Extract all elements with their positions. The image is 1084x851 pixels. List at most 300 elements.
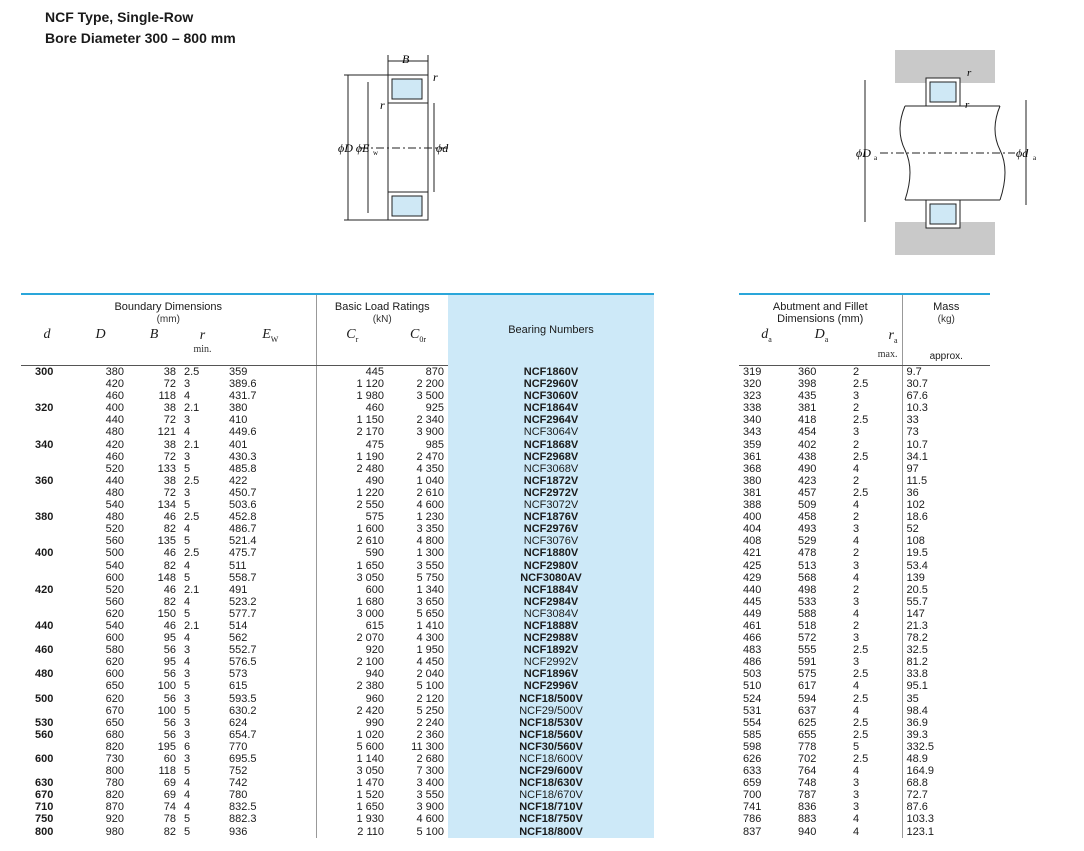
cell-Cr: 3 050 bbox=[316, 765, 388, 777]
cell-C0r: 2 240 bbox=[416, 716, 444, 729]
cell-Cr: 2 480 bbox=[316, 463, 388, 475]
mass-header: Mass (kg) bbox=[902, 294, 990, 329]
cell-Da: 360 bbox=[798, 366, 817, 378]
cell-bn: NCF18/800V bbox=[448, 826, 654, 838]
cell-r: 2.5 bbox=[184, 511, 200, 524]
cell-r: 5 bbox=[184, 462, 191, 475]
cell-da: 381 bbox=[743, 486, 762, 499]
cell-m: 11.5 bbox=[902, 475, 990, 487]
cell-r: 3 bbox=[184, 692, 191, 705]
cell-da: 361 bbox=[743, 450, 762, 463]
cell-d bbox=[21, 765, 73, 777]
cell-r: 4 bbox=[184, 656, 191, 669]
cell-B: 60 bbox=[163, 753, 176, 765]
cell-d: 360 bbox=[35, 474, 54, 487]
cell-Da: 454 bbox=[798, 426, 817, 439]
cell-da: 786 bbox=[743, 813, 762, 826]
cell-Cr: 615 bbox=[316, 620, 388, 632]
cell-B: 69 bbox=[163, 777, 176, 790]
cell-d: 530 bbox=[35, 716, 54, 729]
cell-da: 554 bbox=[743, 716, 762, 729]
cell-D: 460 bbox=[105, 390, 124, 403]
cell-B: 38 bbox=[163, 438, 176, 451]
cell-Cr: 1 220 bbox=[316, 487, 388, 499]
bearing-number-header: Bearing Numbers bbox=[448, 294, 654, 366]
cell-Ew: 491 bbox=[229, 583, 248, 596]
cell-Da: 836 bbox=[798, 801, 817, 814]
cell-da: 319 bbox=[743, 366, 762, 378]
table-row bbox=[21, 390, 654, 402]
cell-D: 480 bbox=[105, 426, 124, 439]
table-row bbox=[21, 378, 654, 390]
cell-r: 6 bbox=[184, 740, 191, 753]
cell-C0r: 1 300 bbox=[416, 547, 444, 560]
cell-bn: NCF1896V bbox=[448, 668, 654, 680]
r-label-top: r bbox=[433, 70, 438, 84]
cell-D: 580 bbox=[105, 644, 124, 657]
table-row bbox=[21, 789, 654, 801]
cell-Da: 572 bbox=[798, 632, 817, 645]
cell-Ew: 770 bbox=[229, 740, 248, 753]
cell-Da: 702 bbox=[798, 753, 817, 765]
cell-m: 68.8 bbox=[902, 777, 990, 789]
cell-D: 870 bbox=[105, 801, 124, 814]
cell-m: 98.4 bbox=[902, 705, 990, 717]
table-row bbox=[739, 414, 990, 426]
table-row bbox=[21, 753, 654, 765]
cell-Ew: 695.5 bbox=[229, 753, 257, 765]
page-title: NCF Type, Single-Row bbox=[45, 9, 194, 25]
cell-d bbox=[21, 390, 73, 402]
cell-d bbox=[21, 499, 73, 511]
cell-Ew: 615 bbox=[229, 680, 248, 693]
cell-d: 710 bbox=[35, 801, 54, 814]
cell-d: 560 bbox=[35, 728, 54, 741]
cell-Da: 637 bbox=[798, 704, 817, 717]
cell-da: 510 bbox=[743, 680, 762, 693]
cell-bn: NCF30/560V bbox=[448, 741, 654, 753]
table-row bbox=[739, 523, 990, 535]
cell-ra: 3 bbox=[853, 559, 860, 572]
cell-bn: NCF3084V bbox=[448, 608, 654, 620]
cell-d: 420 bbox=[35, 583, 54, 596]
cell-Ew: 452.8 bbox=[229, 511, 257, 524]
cell-da: 633 bbox=[743, 765, 762, 778]
cell-B: 56 bbox=[163, 644, 176, 657]
cell-m: 95.1 bbox=[902, 680, 990, 692]
cell-m: 39.3 bbox=[902, 729, 990, 741]
cell-ra: 3 bbox=[853, 777, 860, 790]
cell-r: 2.1 bbox=[184, 402, 200, 415]
table-row bbox=[739, 572, 990, 584]
cell-m: 36 bbox=[902, 487, 990, 499]
cell-C0r: 870 bbox=[425, 366, 444, 378]
Ew-sub: w bbox=[373, 149, 379, 157]
cell-B: 72 bbox=[163, 486, 176, 499]
cell-Da: 748 bbox=[798, 777, 817, 790]
cell-Cr: 990 bbox=[316, 717, 388, 729]
cell-Cr: 3 000 bbox=[316, 608, 388, 620]
cell-bn: NCF2980V bbox=[448, 560, 654, 572]
cell-d: 500 bbox=[35, 692, 54, 705]
cell-m: 32.5 bbox=[902, 644, 990, 656]
cell-Da: 478 bbox=[798, 547, 817, 560]
table-row bbox=[21, 632, 654, 644]
cell-r: 4 bbox=[184, 426, 191, 439]
cell-Da: 883 bbox=[798, 813, 817, 826]
cell-B: 56 bbox=[163, 728, 176, 741]
table-row bbox=[21, 414, 654, 426]
cell-ra: 2.5 bbox=[853, 378, 869, 391]
cell-Cr: 575 bbox=[316, 511, 388, 523]
table-row bbox=[739, 511, 990, 523]
cell-bn: NCF1872V bbox=[448, 475, 654, 487]
cell-Ew: 422 bbox=[229, 474, 248, 487]
cell-r: 2.5 bbox=[184, 474, 200, 487]
cell-ra: 2.5 bbox=[853, 716, 869, 729]
cell-Da: 617 bbox=[798, 680, 817, 693]
table-row bbox=[739, 475, 990, 487]
table-row bbox=[739, 390, 990, 402]
col-B: B bbox=[128, 329, 180, 366]
cell-C0r: 2 120 bbox=[416, 692, 444, 705]
cell-C0r: 2 200 bbox=[416, 378, 444, 391]
cell-bn: NCF18/530V bbox=[448, 717, 654, 729]
cell-ra: 2 bbox=[853, 474, 860, 487]
cell-r: 2.1 bbox=[184, 583, 200, 596]
col-da: $d_a$ bbox=[739, 329, 794, 366]
cell-bn: NCF2968V bbox=[448, 451, 654, 463]
table-row bbox=[739, 378, 990, 390]
table-row bbox=[21, 826, 654, 838]
cell-D: 520 bbox=[105, 583, 124, 596]
table-row bbox=[21, 777, 654, 789]
cell-bn: NCF1876V bbox=[448, 511, 654, 523]
bearing-section-figure bbox=[330, 45, 470, 230]
table-row bbox=[739, 451, 990, 463]
cell-Da: 498 bbox=[798, 583, 817, 596]
cell-Cr: 1 930 bbox=[316, 813, 388, 825]
cell-Cr: 2 170 bbox=[316, 426, 388, 438]
cell-D: 420 bbox=[105, 438, 124, 451]
cell-da: 368 bbox=[743, 462, 762, 475]
cell-Cr: 1 520 bbox=[316, 789, 388, 801]
cell-D: 380 bbox=[105, 366, 124, 378]
cell-ra: 4 bbox=[853, 499, 860, 512]
cell-Ew: 449.6 bbox=[229, 426, 257, 439]
cell-B: 46 bbox=[163, 583, 176, 596]
cell-Ew: 431.7 bbox=[229, 390, 257, 403]
cell-C0r: 5 100 bbox=[416, 825, 444, 838]
cell-ra: 3 bbox=[853, 656, 860, 669]
cell-bn: NCF18/670V bbox=[448, 789, 654, 801]
table-row bbox=[21, 511, 654, 523]
col-mass: approx. bbox=[902, 329, 990, 366]
cell-bn: NCF18/630V bbox=[448, 777, 654, 789]
cell-bn: NCF2972V bbox=[448, 487, 654, 499]
cell-Da: 435 bbox=[798, 390, 817, 403]
table-row bbox=[739, 366, 990, 379]
cell-C0r: 3 400 bbox=[416, 777, 444, 790]
table-row bbox=[21, 741, 654, 753]
bearing-table bbox=[21, 293, 654, 838]
cell-Cr: 460 bbox=[316, 402, 388, 414]
cell-m: 72.7 bbox=[902, 789, 990, 801]
cell-B: 118 bbox=[158, 390, 176, 403]
abutment-table bbox=[739, 293, 990, 838]
table-row bbox=[739, 499, 990, 511]
table-row bbox=[21, 560, 654, 572]
cell-m: 33.8 bbox=[902, 668, 990, 680]
cell-m: 102 bbox=[902, 499, 990, 511]
cell-da: 408 bbox=[743, 535, 762, 548]
cell-B: 121 bbox=[157, 426, 176, 439]
cell-Ew: 936 bbox=[229, 825, 248, 838]
table-row bbox=[21, 644, 654, 656]
cell-D: 730 bbox=[105, 753, 124, 765]
cell-r: 4 bbox=[184, 777, 191, 790]
cell-C0r: 4 600 bbox=[416, 813, 444, 826]
cell-r: 3 bbox=[184, 414, 191, 427]
table-row bbox=[739, 680, 990, 692]
table-row bbox=[21, 693, 654, 705]
cell-Ew: 882.3 bbox=[229, 813, 257, 826]
cell-Da: 457 bbox=[798, 486, 817, 499]
cell-B: 38 bbox=[163, 402, 176, 415]
cell-B: 78 bbox=[163, 813, 176, 826]
cell-B: 150 bbox=[157, 607, 176, 620]
cell-Cr: 2 420 bbox=[316, 705, 388, 717]
col-d: d bbox=[21, 329, 73, 366]
cell-m: 10.7 bbox=[902, 439, 990, 451]
cell-ra: 4 bbox=[853, 813, 860, 826]
cell-d bbox=[21, 523, 73, 535]
cell-B: 69 bbox=[163, 789, 176, 802]
cell-B: 72 bbox=[163, 414, 176, 427]
cell-r: 5 bbox=[184, 765, 191, 778]
cell-C0r: 925 bbox=[425, 402, 444, 415]
cell-ra: 2.5 bbox=[853, 692, 869, 705]
table-row bbox=[739, 560, 990, 572]
cell-da: 320 bbox=[743, 378, 762, 391]
cell-d bbox=[21, 463, 73, 475]
cell-r: 3 bbox=[184, 378, 191, 391]
cell-r: 4 bbox=[184, 523, 191, 536]
cell-C0r: 2 610 bbox=[416, 486, 444, 499]
cell-ra: 2.5 bbox=[853, 644, 869, 657]
cell-ra: 2.5 bbox=[853, 414, 869, 427]
cell-da: 421 bbox=[743, 547, 762, 560]
cell-Ew: 576.5 bbox=[229, 656, 257, 669]
cell-D: 600 bbox=[105, 668, 124, 681]
cell-Da: 778 bbox=[798, 740, 817, 753]
cell-ra: 2 bbox=[853, 583, 860, 596]
cell-Da: 490 bbox=[798, 462, 817, 475]
cell-m: 48.9 bbox=[902, 753, 990, 765]
cell-bn: NCF3060V bbox=[448, 390, 654, 402]
cell-C0r: 3 550 bbox=[416, 559, 444, 572]
table-row bbox=[739, 729, 990, 741]
cell-Cr: 960 bbox=[316, 693, 388, 705]
cell-d: 480 bbox=[35, 668, 54, 681]
cell-r: 3 bbox=[184, 644, 191, 657]
cell-C0r: 3 500 bbox=[416, 390, 444, 403]
table-row bbox=[21, 584, 654, 596]
cell-d: 750 bbox=[35, 813, 54, 826]
cell-D: 520 bbox=[105, 462, 124, 475]
cell-Cr: 1 980 bbox=[316, 390, 388, 402]
cell-B: 118 bbox=[158, 765, 176, 778]
cell-d bbox=[21, 378, 73, 390]
table-row bbox=[739, 535, 990, 547]
table-row bbox=[739, 487, 990, 499]
cell-C0r: 3 900 bbox=[416, 426, 444, 439]
table-row bbox=[21, 813, 654, 825]
cell-Da: 493 bbox=[798, 523, 817, 536]
ra-label-top: r bbox=[967, 67, 972, 79]
cell-C0r: 5 650 bbox=[416, 607, 444, 620]
cell-D: 460 bbox=[105, 450, 124, 463]
cell-r: 2.1 bbox=[184, 438, 200, 451]
table-row bbox=[739, 584, 990, 596]
cell-bn: NCF29/500V bbox=[448, 705, 654, 717]
cell-m: 30.7 bbox=[902, 378, 990, 390]
cell-Da: 575 bbox=[798, 668, 817, 681]
cell-m: 33 bbox=[902, 414, 990, 426]
cell-D: 440 bbox=[105, 414, 124, 427]
r-label-inner: r bbox=[380, 98, 385, 112]
cell-m: 67.6 bbox=[902, 390, 990, 402]
cell-C0r: 2 470 bbox=[416, 450, 444, 463]
cell-C0r: 7 300 bbox=[416, 765, 444, 778]
cell-da: 503 bbox=[743, 668, 762, 681]
cell-ra: 3 bbox=[853, 390, 860, 403]
cell-ra: 2.5 bbox=[853, 728, 869, 741]
cell-C0r: 3 550 bbox=[416, 789, 444, 802]
cell-B: 56 bbox=[163, 668, 176, 681]
cell-Ew: 410 bbox=[229, 414, 248, 427]
cell-Ew: 654.7 bbox=[229, 728, 257, 741]
table-row bbox=[21, 717, 654, 729]
cell-D: 680 bbox=[105, 728, 124, 741]
cell-da: 429 bbox=[743, 571, 762, 584]
cell-Cr: 2 100 bbox=[316, 656, 388, 668]
cell-Ew: 485.8 bbox=[229, 462, 257, 475]
cell-m: 34.1 bbox=[902, 451, 990, 463]
cell-ra: 4 bbox=[853, 535, 860, 548]
cell-Da: 787 bbox=[798, 789, 817, 802]
table-row bbox=[21, 765, 654, 777]
table-row bbox=[739, 596, 990, 608]
cell-bn: NCF2960V bbox=[448, 378, 654, 390]
cell-bn: NCF1884V bbox=[448, 584, 654, 596]
cell-Ew: 742 bbox=[229, 777, 248, 790]
table-row bbox=[21, 402, 654, 414]
cell-bn: NCF18/710V bbox=[448, 801, 654, 813]
cell-Da: 940 bbox=[798, 825, 817, 838]
cell-Cr: 1 650 bbox=[316, 560, 388, 572]
cell-C0r: 4 300 bbox=[416, 632, 444, 645]
cell-m: 164.9 bbox=[902, 765, 990, 777]
cell-bn: NCF3076V bbox=[448, 535, 654, 547]
cell-C0r: 1 230 bbox=[416, 511, 444, 524]
cell-r: 5 bbox=[184, 680, 191, 693]
cell-r: 3 bbox=[184, 486, 191, 499]
table-row bbox=[21, 680, 654, 692]
cell-bn: NCF18/750V bbox=[448, 813, 654, 825]
cell-B: 72 bbox=[163, 450, 176, 463]
table-row bbox=[739, 705, 990, 717]
cell-D: 520 bbox=[105, 523, 124, 536]
table-row bbox=[739, 717, 990, 729]
cell-Ew: 593.5 bbox=[229, 692, 257, 705]
cell-d: 600 bbox=[35, 753, 54, 765]
cell-m: 139 bbox=[902, 572, 990, 584]
cell-m: 36.9 bbox=[902, 717, 990, 729]
table-row bbox=[21, 366, 654, 379]
cell-B: 95 bbox=[163, 632, 176, 645]
cell-bn: NCF2964V bbox=[448, 414, 654, 426]
cell-da: 400 bbox=[743, 511, 762, 524]
cell-Da: 594 bbox=[798, 692, 817, 705]
table-row bbox=[739, 426, 990, 438]
cell-m: 147 bbox=[902, 608, 990, 620]
cell-da: 524 bbox=[743, 692, 762, 705]
cell-C0r: 4 800 bbox=[416, 535, 444, 548]
cell-D: 650 bbox=[105, 716, 124, 729]
table-row bbox=[21, 463, 654, 475]
cell-bn: NCF3064V bbox=[448, 426, 654, 438]
cell-Cr: 5 600 bbox=[316, 741, 388, 753]
cell-Da: 625 bbox=[798, 716, 817, 729]
cell-d: 440 bbox=[35, 619, 54, 632]
cell-d: 400 bbox=[35, 547, 54, 560]
table-row bbox=[21, 547, 654, 559]
cell-m: 19.5 bbox=[902, 547, 990, 559]
Da-sub: a bbox=[874, 154, 878, 162]
cell-r: 4 bbox=[184, 801, 191, 814]
cell-Da: 423 bbox=[798, 474, 817, 487]
cell-m: 9.7 bbox=[902, 366, 990, 379]
cell-B: 56 bbox=[163, 716, 176, 729]
cell-B: 56 bbox=[163, 692, 176, 705]
cell-ra: 3 bbox=[853, 632, 860, 645]
cell-Ew: 562 bbox=[229, 632, 248, 645]
cell-r: 5 bbox=[184, 825, 191, 838]
cell-C0r: 3 650 bbox=[416, 595, 444, 608]
table-row bbox=[739, 801, 990, 813]
cell-Da: 764 bbox=[798, 765, 817, 778]
cell-ra: 2 bbox=[853, 438, 860, 451]
cell-ra: 2.5 bbox=[853, 486, 869, 499]
cell-r: 3 bbox=[184, 728, 191, 741]
cell-ra: 3 bbox=[853, 789, 860, 802]
cell-C0r: 3 900 bbox=[416, 801, 444, 814]
cell-r: 5 bbox=[184, 704, 191, 717]
cell-Da: 529 bbox=[798, 535, 817, 548]
cell-da: 323 bbox=[743, 390, 762, 403]
cell-D: 780 bbox=[105, 777, 124, 790]
table-row bbox=[21, 535, 654, 547]
cell-B: 82 bbox=[163, 825, 176, 838]
cell-Cr: 2 380 bbox=[316, 680, 388, 692]
cell-d: 320 bbox=[35, 402, 54, 415]
cell-m: 123.1 bbox=[902, 826, 990, 838]
cell-Cr: 1 150 bbox=[316, 414, 388, 426]
cell-Cr: 940 bbox=[316, 668, 388, 680]
cell-da: 449 bbox=[743, 607, 762, 620]
cell-r: 4 bbox=[184, 789, 191, 802]
